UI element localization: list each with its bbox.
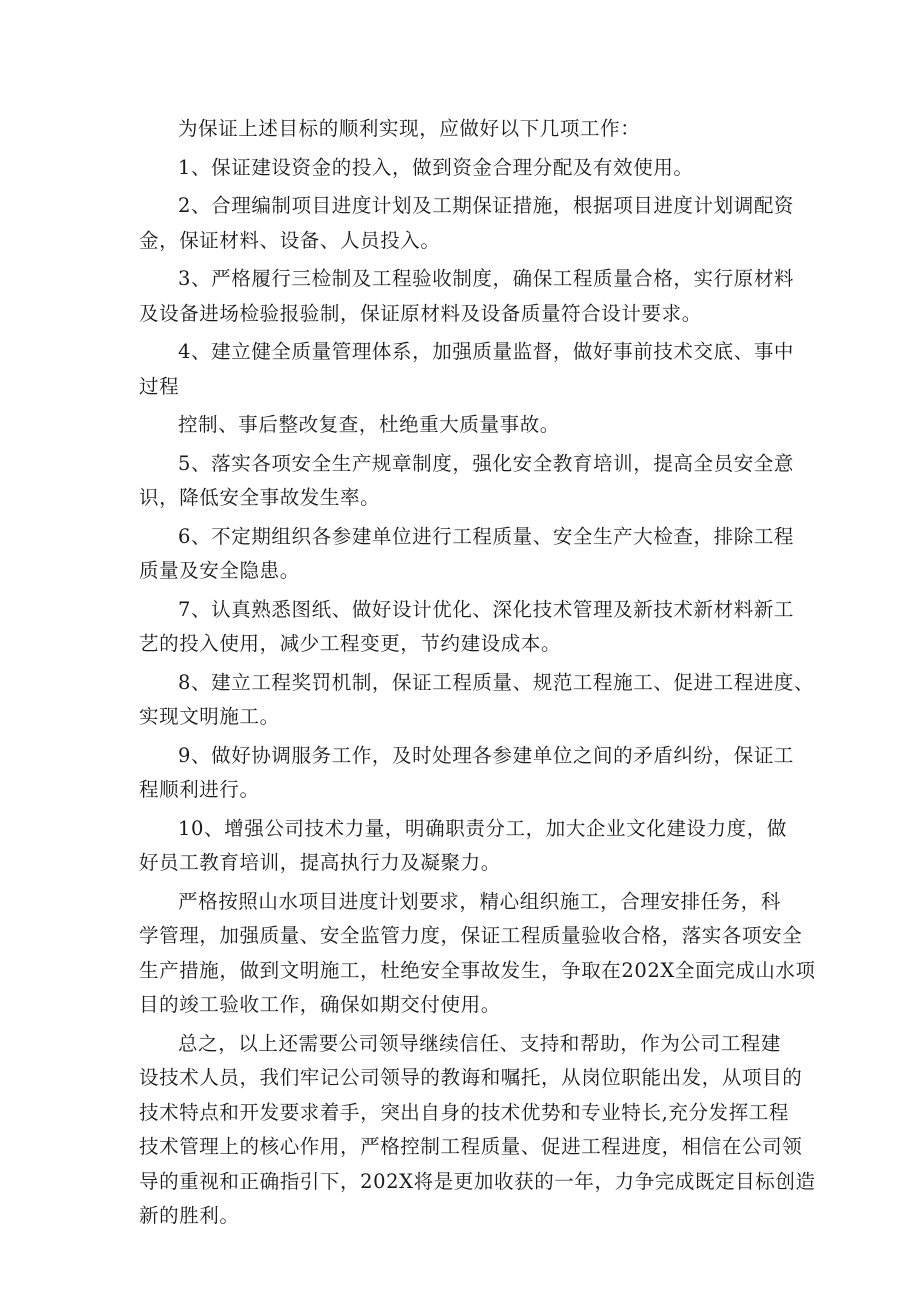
item-text-cont: 艺的投入使用，减少工程变更，节约建设成本。 (139, 632, 562, 655)
item-number: 2 (178, 194, 192, 217)
item-number: 10 (178, 816, 205, 840)
item-text: 、增强公司技术力量，明确职责分工，加大企业文化建设力度，做 (204, 816, 787, 840)
list-item (139, 739, 794, 808)
item-text: 、保证建设资金的投入，做到资金合理分配及有效使用。 (191, 155, 694, 179)
item-text-cont: 及设备进场检验报验制，保证原材料及设备质量符合设计要求。 (139, 301, 702, 325)
item-text: 、建立工程奖罚机制，保证工程质量、规范工程施工、促进工程进度、 (191, 670, 815, 694)
item-text-cont: 好员工教育培训，提高执行力及凝聚力。 (139, 851, 501, 874)
item-text: 、建立健全质量管理体系，加强质量监督，做好事前技术交底、事中 (191, 340, 795, 363)
list-item (139, 335, 794, 443)
item-text: 、认真熟悉图纸、做好设计优化、深化技术管理及新技术新材料新工 (191, 597, 795, 621)
item-number: 1 (178, 155, 192, 179)
item-number: 9 (178, 743, 192, 767)
list-item (139, 593, 794, 662)
item-text: 、不定期组织各参建单位进行工程质量、安全生产大检查，排除工程 (191, 524, 795, 548)
paragraph-schedule: 严格按照山水项目进度计划要求，精心组织施工，合理安排任务，科 学管理，加强质量、安全监管力度，保证工程质量验收合格，落实各项安全 生产措施，做到文明施工，杜绝安全事故发生，争取在202X全面完成山水项 目的竣工验收工作，确保如期交付使用。 (139, 889, 816, 1016)
item-number: 8 (178, 670, 192, 694)
list-item (139, 151, 794, 186)
item-text: 、落实各项安全生产规章制度，强化安全教育培训，提高全员安全意 (191, 451, 795, 475)
item-text-cont: 程顺利进行。 (139, 778, 260, 801)
list-item (139, 812, 794, 881)
item-text: 、严格履行三检制及工程验收制度，确保工程质量合格，实行原材料 (191, 267, 795, 290)
list-item (139, 447, 794, 516)
item-number: 3 (178, 267, 192, 290)
item-text-cont: 质量及安全隐患。 (139, 559, 300, 582)
intro-paragraph: 为保证上述目标的顺利实现，应做好以下几项工作： (178, 117, 641, 140)
list-item (139, 520, 794, 589)
item-number: 6 (178, 524, 192, 548)
item-number: 5 (178, 451, 192, 475)
item-text-cont: 实现文明施工。 (139, 705, 280, 728)
item-number: 4 (178, 340, 192, 363)
item-continuation: 控制、事后整改复查，杜绝重大质量事故。 (178, 413, 560, 436)
item-text: 、做好协调服务工作，及时处理各参建单位之间的矛盾纠纷，保证工 (191, 743, 795, 767)
item-text-cont: 过程 (139, 374, 180, 398)
document-body (139, 112, 816, 1234)
item-number: 7 (178, 597, 192, 621)
paragraph-summary: 总之，以上还需要公司领导继续信任、支持和帮助，作为公司工程建 设技术人员，我们牢记公司领导的教诲和嘱托，从岗位职能出发，从项目的 技术特点和开发要求着手，突出自身的技术优势和专业特长,充分发挥工程 技术管理上的核心作用，严格控制工程质量、促进工程进度，相信在公司领 导的重视和正确指引下，202X将是更加收获的一年，力争完成既定目标创造 新的胜利。 (139, 1031, 816, 1227)
list-item (139, 189, 794, 258)
item-text-cont: 金，保证材料、设备、人员投入。 (139, 228, 441, 252)
item-text-cont: 识，降低安全事故发生率。 (139, 486, 381, 509)
list-item (139, 666, 815, 735)
list-item (139, 262, 794, 331)
item-text: 、合理编制项目进度计划及工期保证措施，根据项目进度计划调配资 (191, 194, 795, 217)
